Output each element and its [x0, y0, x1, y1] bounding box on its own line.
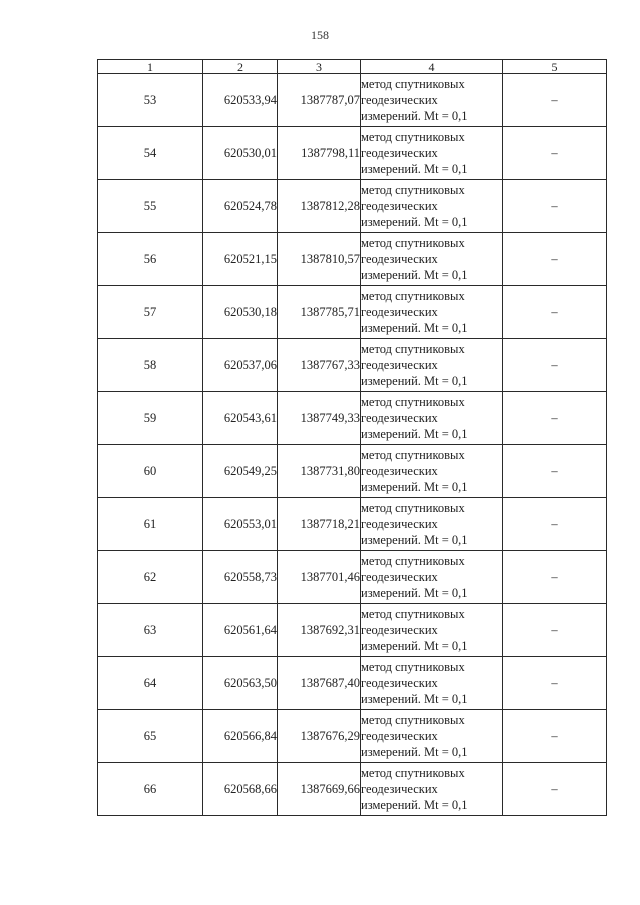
method-line-1: метод спутниковых [361, 236, 465, 250]
method-line-1: метод спутниковых [361, 342, 465, 356]
method-line-3: измерений. Mt = 0,1 [361, 109, 468, 123]
method-cell [361, 339, 503, 392]
method-line-3: измерений. Mt = 0,1 [361, 215, 468, 229]
coord-y: 1387718,21 [278, 498, 361, 551]
method-line-1: метод спутниковых [361, 289, 465, 303]
point-number: 64 [98, 657, 203, 710]
method-line-3: измерений. Mt = 0,1 [361, 480, 468, 494]
method-cell [361, 180, 503, 233]
method-line-1: метод спутниковых [361, 607, 465, 621]
point-number: 60 [98, 445, 203, 498]
method-cell [361, 604, 503, 657]
table-row [98, 657, 607, 710]
method-cell [361, 127, 503, 180]
coord-x: 620549,25 [203, 445, 278, 498]
point-number: 59 [98, 392, 203, 445]
method-line-2: геодезических [361, 517, 438, 531]
note-cell: – [503, 445, 607, 498]
table-row [98, 604, 607, 657]
point-number: 53 [98, 74, 203, 127]
coord-x: 620521,15 [203, 233, 278, 286]
coord-y: 1387676,29 [278, 710, 361, 763]
method-line-1: метод спутниковых [361, 554, 465, 568]
coord-x: 620568,66 [203, 763, 278, 816]
coord-y: 1387701,46 [278, 551, 361, 604]
table-body [98, 74, 607, 816]
coord-y: 1387669,66 [278, 763, 361, 816]
header-col-5: 5 [503, 60, 607, 74]
method-line-2: геодезических [361, 199, 438, 213]
coord-y: 1387749,33 [278, 392, 361, 445]
method-line-2: геодезических [361, 676, 438, 690]
coord-x: 620553,01 [203, 498, 278, 551]
table-row [98, 74, 607, 127]
method-line-3: измерений. Mt = 0,1 [361, 692, 468, 706]
coord-x: 620563,50 [203, 657, 278, 710]
coord-x: 620537,06 [203, 339, 278, 392]
method-line-3: измерений. Mt = 0,1 [361, 533, 468, 547]
method-cell [361, 710, 503, 763]
point-number: 55 [98, 180, 203, 233]
coord-x: 620530,18 [203, 286, 278, 339]
method-line-3: измерений. Mt = 0,1 [361, 586, 468, 600]
header-col-1: 1 [98, 60, 203, 74]
coord-y: 1387810,57 [278, 233, 361, 286]
coord-y: 1387731,80 [278, 445, 361, 498]
coordinates-table [97, 59, 607, 816]
method-line-2: геодезических [361, 411, 438, 425]
method-cell [361, 498, 503, 551]
coord-x: 620566,84 [203, 710, 278, 763]
method-line-1: метод спутниковых [361, 766, 465, 780]
method-cell [361, 233, 503, 286]
table-row [98, 286, 607, 339]
method-cell [361, 392, 503, 445]
method-cell [361, 657, 503, 710]
note-cell: – [503, 763, 607, 816]
table-row [98, 233, 607, 286]
note-cell: – [503, 657, 607, 710]
coord-y: 1387767,33 [278, 339, 361, 392]
coord-y: 1387692,31 [278, 604, 361, 657]
table-row [98, 127, 607, 180]
note-cell: – [503, 498, 607, 551]
coord-y: 1387687,40 [278, 657, 361, 710]
note-cell: – [503, 710, 607, 763]
point-number: 54 [98, 127, 203, 180]
method-line-1: метод спутниковых [361, 448, 465, 462]
header-col-4: 4 [361, 60, 503, 74]
method-cell [361, 763, 503, 816]
method-line-3: измерений. Mt = 0,1 [361, 639, 468, 653]
table-row [98, 710, 607, 763]
note-cell: – [503, 339, 607, 392]
method-line-3: измерений. Mt = 0,1 [361, 162, 468, 176]
table-row [98, 763, 607, 816]
point-number: 62 [98, 551, 203, 604]
coord-x: 620524,78 [203, 180, 278, 233]
coord-x: 620558,73 [203, 551, 278, 604]
note-cell: – [503, 127, 607, 180]
method-line-1: метод спутниковых [361, 130, 465, 144]
point-number: 57 [98, 286, 203, 339]
method-line-1: метод спутниковых [361, 183, 465, 197]
method-line-2: геодезических [361, 570, 438, 584]
note-cell: – [503, 604, 607, 657]
method-line-2: геодезических [361, 729, 438, 743]
coord-x: 620533,94 [203, 74, 278, 127]
method-line-2: геодезических [361, 93, 438, 107]
method-line-1: метод спутниковых [361, 660, 465, 674]
method-line-2: геодезических [361, 252, 438, 266]
coord-x: 620543,61 [203, 392, 278, 445]
coord-x: 620561,64 [203, 604, 278, 657]
header-col-2: 2 [203, 60, 278, 74]
method-line-2: геодезических [361, 305, 438, 319]
method-line-3: измерений. Mt = 0,1 [361, 798, 468, 812]
point-number: 58 [98, 339, 203, 392]
table-row [98, 498, 607, 551]
note-cell: – [503, 233, 607, 286]
table-row [98, 180, 607, 233]
method-line-2: геодезических [361, 623, 438, 637]
table-row [98, 339, 607, 392]
table-row [98, 392, 607, 445]
point-number: 61 [98, 498, 203, 551]
method-line-1: метод спутниковых [361, 77, 465, 91]
method-line-3: измерений. Mt = 0,1 [361, 321, 468, 335]
method-cell [361, 445, 503, 498]
note-cell: – [503, 74, 607, 127]
point-number: 65 [98, 710, 203, 763]
method-line-2: геодезических [361, 358, 438, 372]
table-row [98, 445, 607, 498]
note-cell: – [503, 551, 607, 604]
note-cell: – [503, 180, 607, 233]
method-line-2: геодезических [361, 464, 438, 478]
method-cell [361, 286, 503, 339]
table-row [98, 551, 607, 604]
point-number: 56 [98, 233, 203, 286]
coord-y: 1387798,11 [278, 127, 361, 180]
point-number: 66 [98, 763, 203, 816]
method-line-2: геодезических [361, 782, 438, 796]
method-line-3: измерений. Mt = 0,1 [361, 374, 468, 388]
coord-y: 1387785,71 [278, 286, 361, 339]
method-cell [361, 551, 503, 604]
method-line-3: измерений. Mt = 0,1 [361, 427, 468, 441]
header-col-3: 3 [278, 60, 361, 74]
point-number: 63 [98, 604, 203, 657]
method-cell [361, 74, 503, 127]
method-line-3: измерений. Mt = 0,1 [361, 745, 468, 759]
note-cell: – [503, 392, 607, 445]
method-line-1: метод спутниковых [361, 395, 465, 409]
page-number: 158 [311, 28, 329, 42]
method-line-2: геодезических [361, 146, 438, 160]
note-cell: – [503, 286, 607, 339]
table-header-row [98, 60, 607, 74]
coord-x: 620530,01 [203, 127, 278, 180]
method-line-1: метод спутниковых [361, 501, 465, 515]
method-line-1: метод спутниковых [361, 713, 465, 727]
method-line-3: измерений. Mt = 0,1 [361, 268, 468, 282]
coord-y: 1387787,07 [278, 74, 361, 127]
coord-y: 1387812,28 [278, 180, 361, 233]
